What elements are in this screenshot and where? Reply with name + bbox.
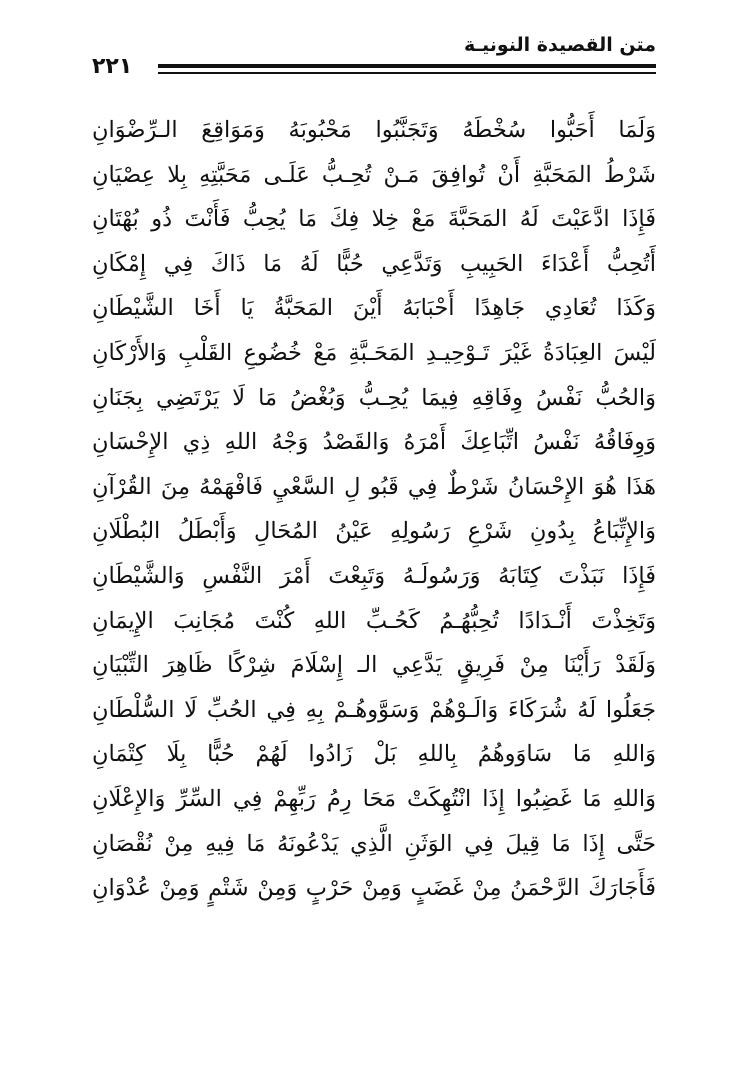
verse-line: جَعَلُوا لَهُ شُرَكَاءَ وَالَـوْهُمْ وَسَوَّوهُـمْ بِهِ فِي الحُبِّ لَا السُّلْطَانِ [92,696,656,723]
verse-line: هَذَا هُوَ الإِحْسَانُ شَرْطٌ فِي قَبُو لِ السَّعْيِ فَافْهَمْهُ مِنَ القُرْآنِ [92,473,656,500]
verse-line: فَإِذَا ادَّعَيْتَ لَهُ المَحَبَّةَ مَعْ خِلا فِكَ مَا يُحِبُّ فَأَنْتَ ذُو بُهْتَانِ [92,206,656,233]
page-header [92,34,656,78]
verse-line: فَإِذَا نَبَذْتَ كِتَابَهُ وَرَسُولَـهُ وَتَبِعْتَ أَمْرَ النَّفْسِ وَالشَّيْطَانِ [92,562,656,589]
verse-line: أَتُحِبُّ أَعْدَاءَ الحَبِيبِ وَتَدَّعِي حُبًّا لَهُ مَا ذَاكَ فِي إِمْكَانِ [92,250,656,277]
poem-body [92,108,656,911]
verse-line: وَلَقَدْ رَأَيْنَا مِنْ فَرِيقٍ يَدَّعِي الـ إِسْلَامَ شِرْكًا ظَاهِرَ التِّبْيَانِ [92,652,656,679]
header-rule-thick [158,64,656,68]
running-title: متن القصيدة النونيـة [463,34,656,56]
verse-line: حَتَّى إِذَا مَا قِيلَ فِي الوَثَنِ الَّذِي يَدْعُونَهُ مَا فِيهِ مِنْ نُقْصَانِ [92,830,656,857]
verse-line: وَتَخِذْتَ أَنْـدَادًا تُحِبُّهُـمُ كَحُـبِّ اللهِ كُنْتَ مُجَانِبَ الإِيمَانِ [92,607,656,634]
verse-line: شَرْطُ المَحَبَّةِ أَنْ تُوافِقَ مَـنْ تُحِـبُّ عَلَـى مَحَبَّتِهِ بِلا عِصْيَانِ [92,161,656,188]
page-number: ٢٢١ [92,54,133,79]
verse-line: وَلَمَا أَحَبُّوا سُخْطَهُ وَتَجَنَّبُوا مَحْبُوبَهُ وَمَوَاقِعَ الـرِّضْوَانِ [92,117,656,143]
verse-line: وَاللهِ مَا سَاوَوهُمُ بِاللهِ بَلْ زَادُوا لَهُمْ حُبًّا بِلَا كِتْمَانِ [92,741,656,768]
verse-line: وَالإِتِّبَاعُ بِدُونِ شَرْعِ رَسُولِهِ عَيْنُ المُحَالِ وَأَبْطَلُ البُطْلَانِ [92,518,656,545]
verse-line: فَأَجَارَكَ الرَّحْمَنُ مِنْ غَضَبٍ وَمِنْ حَرْبٍ وَمِنْ شَتْمٍ وَمِنْ عُدْوَانِ [92,875,656,902]
verse-line: وَوِفَاقُهُ نَفْسُ اتِّبَاعِكَ أَمْرَهُ وَالقَصْدُ وَجْهُ اللهِ ذِي الإِحْسَانِ [92,429,656,456]
verse-line: لَيْسَ العِبَادَةُ غَيْرَ تَـوْحِيـدِ المَحَـبَّةِ مَعْ خُضُوعِ القَلْبِ وَالأَرْكَانِ [92,339,656,366]
header-rule-thin [158,72,656,74]
verse-line: وَاللهِ مَا غَضِبُوا إِذَا انْتُهِكَتْ مَحَا رِمُ رَبِّهِمْ فِي السِّرِّ وَالإِعْلَانِ [92,785,656,812]
verse-line: وَالحُبُّ نَفْسُ وِفَاقِهِ فِيمَا يُحِـبُّ وَبُغْضُ مَا لَا يَرْتَضِي بِجَنَانِ [92,384,656,411]
verse-line: وَكَذَا تُعَادِي جَاهِدًا أَحْبَابَهُ أَيْنَ المَحَبَّةُ يَا أَخَا الشَّيْطَانِ [92,295,656,322]
